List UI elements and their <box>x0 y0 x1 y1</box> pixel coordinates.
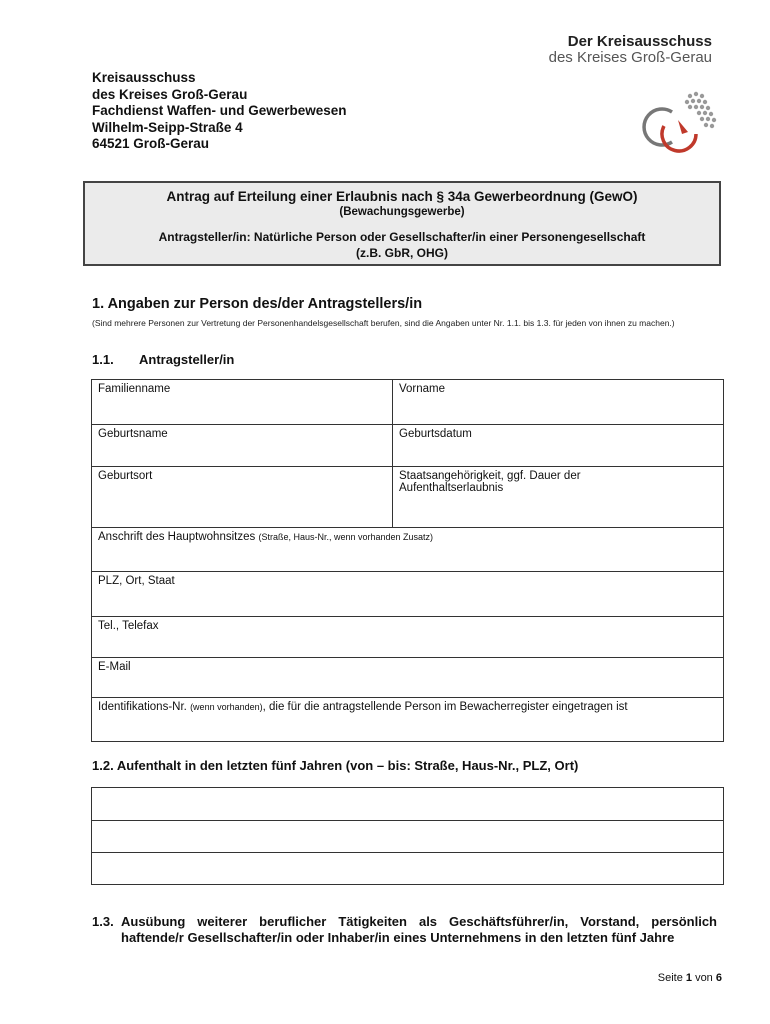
form-row <box>92 466 723 527</box>
field-label: Vorname <box>399 383 446 395</box>
field-label: Staatsangehörigkeit, ggf. Dauer der Aufenthaltserlaubnis <box>399 470 581 494</box>
field-label: Familienname <box>98 383 171 395</box>
address-line: Wilhelm-Seipp-Straße 4 <box>92 119 243 135</box>
page-current: 1 <box>685 972 692 984</box>
section-number: 1.1. <box>92 352 114 367</box>
field-label: Geburtsort <box>98 470 153 482</box>
form-row <box>92 571 723 616</box>
geburtsort-field[interactable] <box>92 467 393 527</box>
form-subtitle: (Bewachungsgewerbe) <box>339 206 465 218</box>
field-label: , die für die antragstellende Person im Bewacherregister eingetragen ist <box>262 701 628 713</box>
email-field[interactable] <box>92 658 723 697</box>
field-hint: (wenn vorhanden) <box>190 702 263 712</box>
geburtsdatum-field[interactable] <box>393 425 723 466</box>
form-row <box>92 527 723 571</box>
section-number: 1.3. <box>92 914 114 929</box>
recipient-address <box>92 70 347 153</box>
geburtsname-field[interactable] <box>92 425 393 466</box>
page-middle: von <box>695 972 713 984</box>
section-1-2-heading: 1.2. Aufenthalt in den letzten fünf Jahren (von – bis: Straße, Haus-Nr., PLZ, Ort) <box>92 758 579 773</box>
section-1-heading: 1. Angaben zur Person des/der Antragstellers/in <box>92 296 423 312</box>
form-row <box>92 380 723 424</box>
field-label: Geburtsname <box>98 428 168 440</box>
page-prefix: Seite <box>657 972 683 984</box>
form-title: Antrag auf Erteilung einer Erlaubnis nach § 34a Gewerbeordnung (GewO) <box>166 189 638 204</box>
field-label: Identifikations-Nr. <box>98 701 187 713</box>
plz-ort-field[interactable] <box>92 572 723 616</box>
section-1-1-heading <box>92 352 234 367</box>
residence-history-table <box>91 787 724 885</box>
telefon-field[interactable] <box>92 617 723 657</box>
section-title: Antragsteller/in <box>139 352 235 367</box>
field-label: Geburtsdatum <box>399 428 472 440</box>
title-box <box>83 181 721 266</box>
residence-entry-field[interactable] <box>92 852 723 884</box>
field-label: E-Mail <box>98 661 131 673</box>
field-label: Tel., Telefax <box>98 620 159 632</box>
section-title: Ausübung weiterer beruflicher Tätigkeiten als Geschäftsführer/in, Vorstand, persönlich haftende/r Gesellschafter/in oder Inhaber/in eines Unternehmens in den letzten fünf Jahre <box>121 914 717 945</box>
vorname-field[interactable] <box>393 380 723 424</box>
applicant-form <box>91 379 724 742</box>
staatsangehoerigkeit-field[interactable] <box>393 467 723 527</box>
residence-entry-field[interactable] <box>92 788 723 820</box>
address-line: Fachdienst Waffen- und Gewerbewesen <box>92 103 347 118</box>
section-1-note: (Sind mehrere Personen zur Vertretung der Personenhandelsgesellschaft berufen, sind die Angaben unter Nr. 1.1. bis 1.3. für jeden von ihnen zu machen.) <box>92 318 675 328</box>
logo-line-1: Der Kreisausschuss <box>567 33 712 50</box>
field-hint: (Straße, Haus-Nr., wenn vorhanden Zusatz) <box>258 532 434 542</box>
section-1-3-heading <box>92 914 717 946</box>
form-row <box>92 616 723 657</box>
anschrift-field[interactable] <box>92 528 723 571</box>
familienname-field[interactable] <box>92 380 393 424</box>
residence-entry-field[interactable] <box>92 820 723 852</box>
logo-text <box>549 34 712 66</box>
form-row <box>92 697 723 741</box>
address-line: 64521 Groß-Gerau <box>92 136 210 151</box>
address-line: des Kreises Groß-Gerau <box>92 86 248 102</box>
logo-line-2: des Kreises Groß-Gerau <box>548 49 712 66</box>
form-row <box>92 657 723 697</box>
page-total: 6 <box>715 972 722 984</box>
district-logo-icon <box>638 90 718 156</box>
field-label: PLZ, Ort, Staat <box>98 575 175 587</box>
form-row <box>92 424 723 466</box>
page-number <box>658 972 722 984</box>
applicant-type-example: (z.B. GbR, OHG) <box>356 246 448 260</box>
address-line: Kreisausschuss <box>92 70 196 85</box>
identifikationsnummer-field[interactable] <box>92 698 723 741</box>
field-label: Anschrift des Hauptwohnsitzes <box>98 531 256 543</box>
applicant-type: Antragsteller/in: Natürliche Person oder Gesellschafter/in einer Personengesellschaft <box>158 230 646 244</box>
